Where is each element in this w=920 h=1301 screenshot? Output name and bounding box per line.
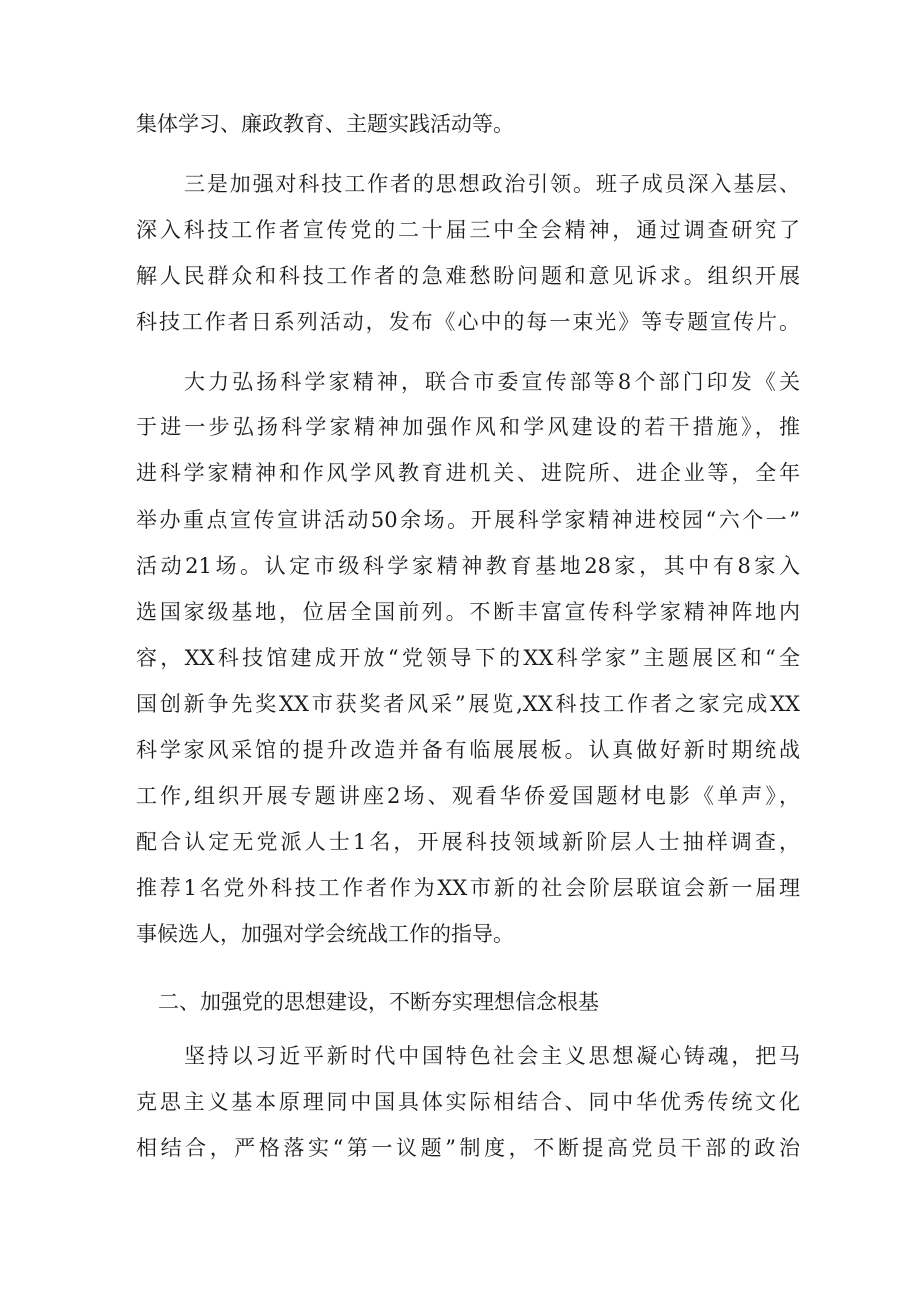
paragraph-line: 大力弘扬科学家精神，联合市委宣传部等8个部门印发《关 — [184, 370, 800, 394]
paragraph-line: 举办重点宣传宣讲活动50余场。开展科学家精神进校园“六个一” — [136, 508, 800, 532]
paragraph-line: 国创新争先奖XX市获奖者风采”展览,XX科技工作者之家完成XX — [136, 692, 800, 716]
paragraph-line: 集体学习、廉政教育、主题实践活动等。 — [136, 112, 514, 136]
paragraph-line: 深入科技工作者宣传党的二十届三中全会精神，通过调查研究了 — [136, 218, 800, 242]
paragraph-line: 相结合，严格落实“第一议题”制度，不断提高党员干部的政治 — [136, 1136, 800, 1160]
paragraph-line: 事候选人，加强对学会统战工作的指导。 — [136, 922, 514, 946]
paragraph-line: 于进一步弘扬科学家精神加强作风和学风建设的若干措施》，推 — [136, 415, 800, 439]
paragraph-line: 配合认定无党派人士1名，开展科技领域新阶层人士抽样调查， — [136, 830, 800, 854]
paragraph-line: 进科学家精神和作风学风教育进机关、进院所、进企业等，全年 — [136, 461, 800, 485]
paragraph-line: 容，XX科技馆建成开放“党领导下的XX科学家”主题展区和“全 — [136, 646, 800, 670]
paragraph-line: 工作,组织开展专题讲座2场、观看华侨爱国题材电影《单声》， — [136, 784, 800, 808]
section-heading: 二、加强党的思想建设，不断夯实理想信念根基 — [158, 990, 599, 1014]
paragraph-line: 科学家风采馆的提升改造并备有临展展板。认真做好新时期统战 — [136, 738, 800, 762]
paragraph-line: 科技工作者日系列活动，发布《心中的每一束光》等专题宣传片。 — [136, 310, 800, 334]
paragraph-line: 克思主义基本原理同中国具体实际相结合、同中华优秀传统文化 — [136, 1090, 800, 1114]
paragraph-line: 三是加强对科技工作者的思想政治引领。班子成员深入基层、 — [184, 172, 800, 196]
paragraph-line: 选国家级基地，位居全国前列。不断丰富宣传科学家精神阵地内 — [136, 600, 800, 624]
paragraph-line: 解人民群众和科技工作者的急难愁盼问题和意见诉求。组织开展 — [136, 264, 800, 288]
paragraph-line: 推荐1名党外科技工作者作为XX市新的社会阶层联谊会新一届理 — [136, 876, 800, 900]
paragraph-line: 活动21场。认定市级科学家精神教育基地28家，其中有8家入 — [136, 554, 800, 578]
paragraph-line: 坚持以习近平新时代中国特色社会主义思想凝心铸魂，把马 — [184, 1044, 800, 1068]
